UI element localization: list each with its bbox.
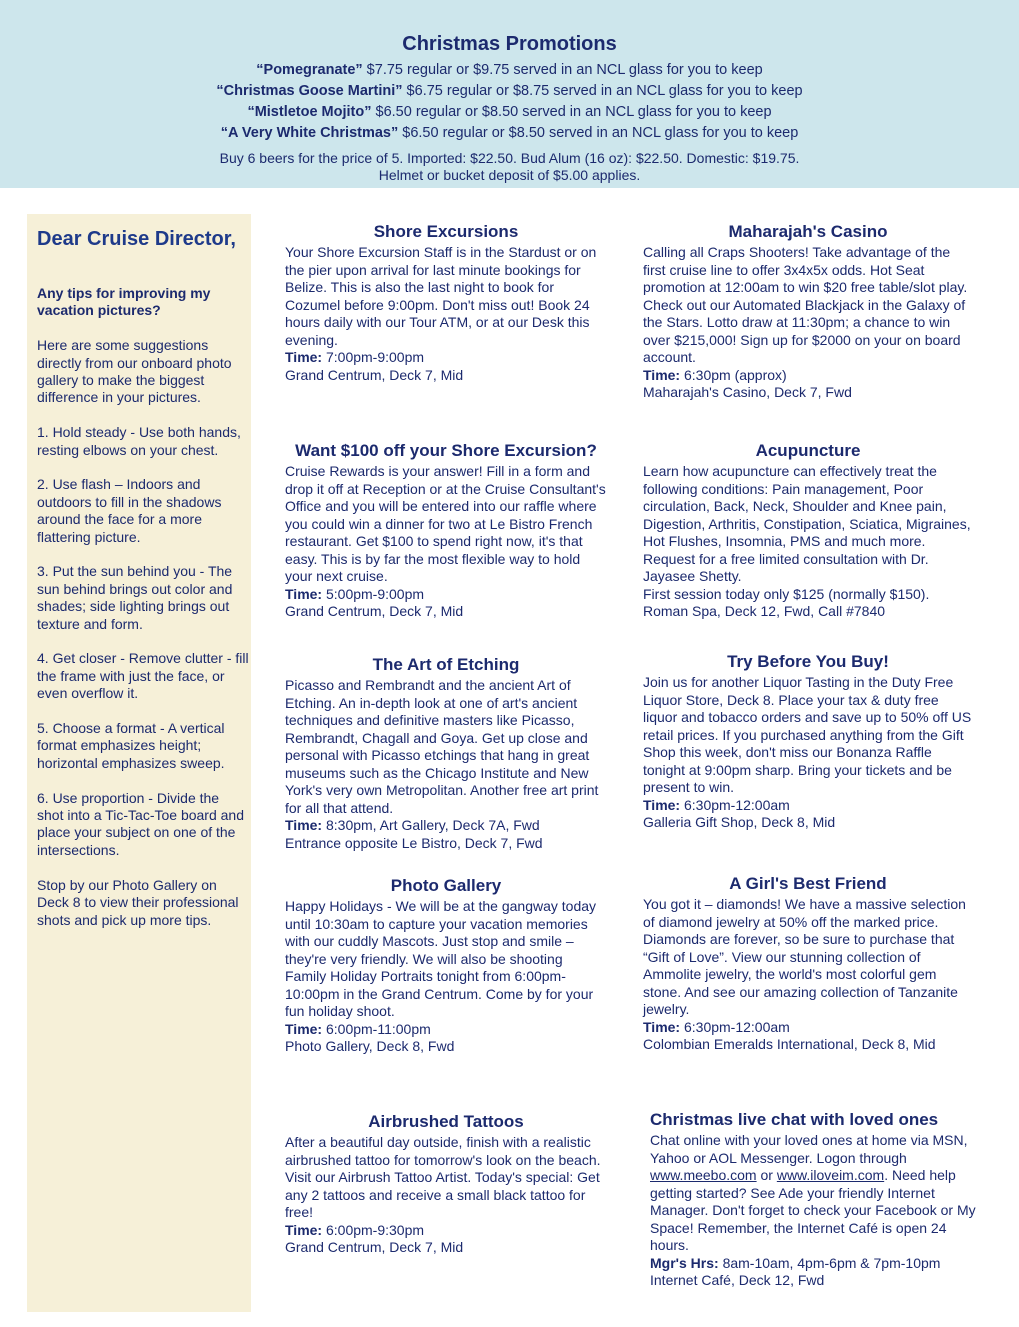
section-title: Airbrushed Tattoos <box>368 1112 524 1131</box>
section-time <box>285 817 607 835</box>
liquor-tasting-section <box>643 652 973 832</box>
section-location: Roman Spa, Deck 12, Fwd, Call #7840 <box>643 603 886 619</box>
section-location: Galleria Gift Shop, Deck 8, Mid <box>643 814 836 830</box>
live-chat-section <box>650 1110 980 1290</box>
section-title: Try Before You Buy! <box>727 652 889 671</box>
section-body: Picasso and Rembrandt and the ancient Art of Etching. An in-depth look at one of art's ancient techniques and definitive masters like Picasso, Rembrandt, Chagall and Goya. Get up close and personal with Picasso etchings that hang in great museums such as the Chicago Institute and New York's very own Metropolitan. Another free art print for all that attend. <box>285 677 599 816</box>
section-title: Shore Excursions <box>373 222 519 241</box>
section-price: First session today only $125 (normally $150). <box>643 585 930 602</box>
chat-body-start: Chat online with your loved ones at home via MSN, Yahoo or AOL Messenger. Logon through <box>650 1132 968 1166</box>
chat-body-end: . Need help getting started? See Ade your friendly Internet Manager. Don't forget to check your Facebook or My Space! Remember, the Internet Café is open 24 hours. <box>650 1167 976 1253</box>
banner-title: Christmas Promotions <box>402 33 617 55</box>
section-time <box>643 797 973 815</box>
promo-detail: $7.75 regular or $9.75 served in an NCL glass for you to keep <box>362 62 763 78</box>
iloveim-link[interactable]: www.iloveim.com <box>776 1167 885 1183</box>
promo-name: “A Very White Christmas” <box>220 125 399 141</box>
promo-detail: $6.75 regular or $8.75 served in an NCL glass for you to keep <box>402 83 803 99</box>
meebo-link[interactable]: www.meebo.com <box>650 1167 757 1183</box>
photo-tip: 3. Put the sun behind you - The sun behind brings out color and shades; side lighting brings out texture and form. <box>37 563 233 632</box>
promo-detail: $6.50 regular or $8.50 served in an NCL glass for you to keep <box>371 104 772 120</box>
casino-section <box>643 222 973 402</box>
time-label: Time: <box>285 585 323 602</box>
promo-name: “Pomegranate” <box>256 62 363 78</box>
section-time <box>285 1021 607 1039</box>
section-location: Photo Gallery, Deck 8, Fwd <box>285 1038 455 1054</box>
time-value: 6:30pm-12:00am <box>680 1018 790 1035</box>
shore-discount-section <box>285 441 607 621</box>
hours-label: Mgr's Hrs: <box>650 1254 719 1271</box>
section-body: Your Shore Excursion Staff is in the Stardust or on the pier upon arrival for last minute bookings for Belize. This is also the last night to book for Cozumel before 9:00pm. Don't miss out! Book 24 hours daily with our Tour ATM, or at our Desk this evening. <box>285 244 597 348</box>
section-time <box>285 1222 607 1240</box>
promo-name: “Christmas Goose Martini” <box>216 83 403 99</box>
time-label: Time: <box>285 1020 323 1037</box>
art-of-etching-section <box>285 655 607 852</box>
section-title: Want $100 off your Shore Excursion? <box>295 441 597 460</box>
photo-gallery-section <box>285 876 607 1056</box>
section-body <box>650 1132 980 1255</box>
time-label: Time: <box>643 1018 681 1035</box>
diamonds-section <box>643 874 973 1054</box>
section-location: Grand Centrum, Deck 7, Mid <box>285 603 464 619</box>
section-body: Join us for another Liquor Tasting in the Duty Free Liquor Store, Deck 8. Place your tax & duty free liquor and tobacco orders and save up to 50% off US retail prices. If you purchased anything from the Gift Shop this week, don't miss our Bonanza Raffle tonight at 9:00pm sharp. Bring your tickets and be present to win. <box>643 674 972 795</box>
acupuncture-section <box>643 441 973 621</box>
section-location: Entrance opposite Le Bistro, Deck 7, Fwd <box>285 834 543 851</box>
section-time <box>643 367 973 385</box>
time-label: Time: <box>285 817 323 833</box>
promo-list <box>0 60 1019 144</box>
section-hours <box>650 1255 980 1273</box>
section-location: Maharajah's Casino, Deck 7, Fwd <box>643 384 852 400</box>
section-title: The Art of Etching <box>372 655 520 674</box>
section-body: After a beautiful day outside, finish with a realistic airbrushed tattoo for tomorrow's look on the beach. Visit our Airbrush Tattoo Artist. Today's special: Get any 2 tattoos and receive a small black tattoo for free! <box>285 1134 601 1220</box>
section-body: Happy Holidays - We will be at the gangway today until 10:30am to capture your vacation memories with our cuddly Mascots. Just stop and smile – they're very friendly. We will also be shooting Family Holiday Portraits tonight from 6:00pm-10:00pm in the Grand Centrum. Come by for your fun holiday shoot. <box>285 898 597 1019</box>
time-label: Time: <box>643 366 681 383</box>
airbrushed-tattoos-section <box>285 1112 607 1257</box>
promo-name: “Mistletoe Mojito” <box>247 104 372 120</box>
section-title: Christmas live chat with loved ones <box>650 1110 939 1129</box>
section-location: Colombian Emeralds International, Deck 8, Mid <box>643 1036 936 1052</box>
time-value: 7:00pm-9:00pm <box>322 349 425 365</box>
section-body: You got it – diamonds! We have a massive selection of diamond jewelry at 50% off the marked price. Diamonds are forever, so be sure to purchase that “Gift of Love”. View our stunning collection of Ammolite jewelry, the world's most colorful gem stone. And see our amazing collection of Tanzanite jewelry. <box>643 896 966 1017</box>
time-label: Time: <box>643 796 681 813</box>
time-label: Time: <box>285 349 323 365</box>
section-time <box>285 349 607 367</box>
section-location: Grand Centrum, Deck 7, Mid <box>285 366 464 383</box>
photo-tip: 2. Use flash – Indoors and outdoors to fill in the shadows around the face for a more flattering picture. <box>37 476 222 545</box>
section-title: Photo Gallery <box>390 876 502 895</box>
photo-tip: 5. Choose a format - A vertical format emphasizes height; horizontal emphasizes sweep. <box>37 720 225 771</box>
photo-tip: 6. Use proportion - Divide the shot into a Tic-Tac-Toe board and place your subject on one of the intersections. <box>37 789 245 858</box>
hours-value: 8am-10am, 4pm-6pm & 7pm-10pm <box>718 1254 941 1271</box>
photo-tip: 4. Get closer - Remove clutter - fill the frame with just the face, or even overflow it. <box>37 650 249 702</box>
photo-tip: 1. Hold steady - Use both hands, resting elbows on your chest. <box>37 424 241 458</box>
sidebar-heading: Dear Cruise Director, <box>37 228 236 250</box>
section-body: Calling all Craps Shooters! Take advantage of the first cruise line to offer 3x4x5x odds. Hot Seat promotion at 12:00am to win $20 free table/slot play. Check out our Automated Blackjack in the Galaxy of the Stars. Lotto draw at 11:30pm; a chance to win over $215,000! Sign up for $2000 on your on board account. <box>643 244 968 365</box>
promo-item <box>0 81 1019 102</box>
time-value: 6:00pm-11:00pm <box>322 1020 431 1037</box>
time-value: 6:30pm (approx) <box>680 366 787 383</box>
promo-detail: $6.50 regular or $8.50 served in an NCL glass for you to keep <box>398 125 799 141</box>
sidebar-intro: Here are some suggestions directly from our onboard photo gallery to make the biggest difference in your pictures. <box>37 337 232 406</box>
section-title: Maharajah's Casino <box>728 222 888 241</box>
time-value: 5:00pm-9:00pm <box>322 585 425 602</box>
section-title: A Girl's Best Friend <box>729 874 887 893</box>
chat-or: or <box>756 1167 777 1183</box>
section-title: Acupuncture <box>755 441 861 460</box>
promo-item <box>0 60 1019 81</box>
deposit-line: Helmet or bucket deposit of $5.00 applies. <box>378 167 641 183</box>
time-value: 8:30pm, Art Gallery, Deck 7A, Fwd <box>322 817 540 833</box>
time-value: 6:00pm-9:30pm <box>322 1221 425 1238</box>
time-value: 6:30pm-12:00am <box>680 796 790 813</box>
section-body: Cruise Rewards is your answer! Fill in a form and drop it off at Reception or at the Cruise Consultant's Office and you will be entered into our raffle where you could win a dinner for two at Le Bistro French restaurant. Get $100 to spend right now, it's that easy. This is by far the most flexible way to hold your next cruise. <box>285 463 606 584</box>
sidebar-closing: Stop by our Photo Gallery on Deck 8 to view their professional shots and pick up more tips. <box>37 876 239 928</box>
section-body: Learn how acupuncture can effectively treat the following conditions: Pain management, Poor circulation, Back, Neck, Shoulder and Knee pain, Digestion, Arthritis, Constipation, Sciatica, Migraines, Hot Flushes, Insomnia, PMS and much more. Request for a free limited consultation with Dr. Jayasee Shetty. <box>643 463 971 584</box>
promo-item <box>0 102 1019 123</box>
beer-line: Buy 6 beers for the price of 5. Imported: $22.50. Bud Alum (16 oz): $22.50. Domestic: $19.75. <box>219 150 800 166</box>
christmas-promotions-banner <box>0 0 1019 188</box>
shore-excursions-section <box>285 222 607 384</box>
promo-item <box>0 123 1019 144</box>
section-location: Grand Centrum, Deck 7, Mid <box>285 1239 464 1255</box>
sidebar-question: Any tips for improving my vacation pictures? <box>37 285 211 319</box>
section-time <box>643 1019 973 1037</box>
beer-promo-note <box>0 150 1019 184</box>
cruise-director-sidebar <box>27 214 251 1312</box>
sidebar-body <box>37 285 249 946</box>
time-label: Time: <box>285 1221 323 1238</box>
section-time <box>285 586 607 604</box>
section-location: Internet Café, Deck 12, Fwd <box>650 1272 825 1288</box>
